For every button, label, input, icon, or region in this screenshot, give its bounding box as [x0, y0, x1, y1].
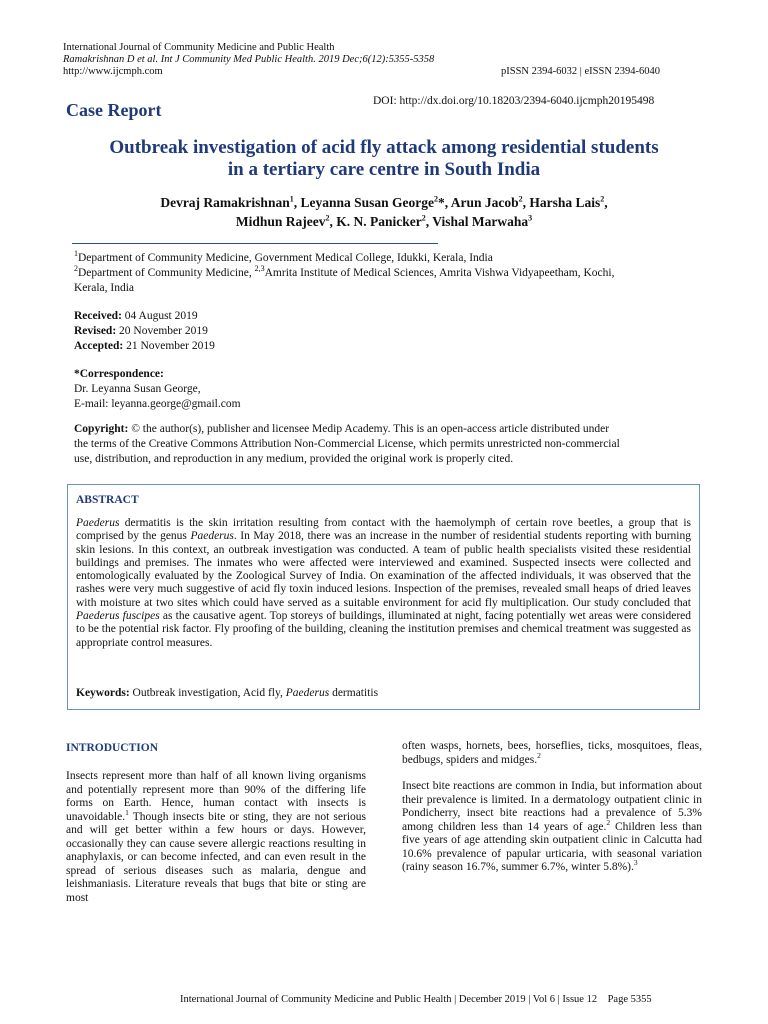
article-type: Case Report [66, 100, 162, 120]
affiliations: $^1$Department of Community Medicine, Government Medical College, Idukki, Kerala, India $^2$Department of Community Medicine, $^{2,3}$Amrita Institute of Medical Sciences, Amrita Vishwa Vidyapeetham, Kochi, Kerala, India [74, 249, 615, 294]
paragraph: Insects represent more than half of all known living organisms and potentially represent more than 90% of the differing life forms on Earth. Hence, human contact with insects is unavoidable.$^1$ Though insects bite or sting, they are not serious and will get better within a few hours or days. However, occasionally they can cause severe allergic reactions resulting in anaphylaxis, or can become infected, and can even result in the spread of serious diseases such as malaria, dengue and leishmaniasis. Literature reveals that bugs that bite or sting are most [66, 770, 366, 904]
abstract-text: Paederus dermatitis is the skin irritation resulting from contact with the haemolymph of certain rove beetles, a group that is comprised by the genus Paederus. In May 2018, there was an increase in the number of residential students reporting with burning skin lesions. In this context, an outbreak investigation was conducted. A team of public health specialists visited these residential buildings and premises. The inmates who were affected were interviewed and examined. Suspected insects were collected and entomologically evaluated by the Zoological Survey of India. On examination of the affected individuals, it was observed that the rashes were very much suggestive of acid fly toxin induced lesions. Inspection of the premises, revealed small heaps of dried leaves with moisture at two sites which could have served as a suitable environment for acid fly multiplication. Our study concluded that Paederus fuscipes as the causative agent. Top storeys of buildings, illuminated at night, facing potentially wet areas were considered to be the potential risk factor. Fly proofing of the building, cleaning the institution premises and chemical treatment was suggested as appropriate control measures. [76, 517, 692, 649]
article-dates: Received: 04 August 2019 Revised: 20 November 2019 Accepted: 21 November 2019 [74, 310, 215, 352]
column-left [66, 770, 366, 905]
issn: pISSN 2394-6032 | eISSN 2394-6040 [501, 66, 661, 77]
author: Harsha Lais [529, 195, 601, 210]
paragraph: often wasps, hornets, bees, horseflies, ticks, mosquitoes, fleas, bedbugs, spiders and midges.$^2$ [402, 740, 702, 766]
paragraph: Insect bite reactions are common in India, but information about their prevalence is limited. In a dermatology outpatient clinic in Pondicherry, insect bite reactions had a prevalence of 5.3% among children less than 14 years of age.$^2$ Children less than five years of age attending skin outpatient clinic in Calcutta had 10.6% prevalence of papular urticaria, with seasonal variation (rainy season 16.7%, summer 6.7%, winter 5.8%).$^3$ [402, 780, 702, 873]
correspondence-email[interactable]: E-mail: leyanna.george@gmail.com [74, 398, 241, 410]
divider [72, 243, 438, 244]
author: Midhun Rajeev [235, 214, 326, 229]
author-list: Devraj Ramakrishnan$^1$, Leyanna Susan George$^2$*, Arun Jacob$^2$, Harsha Lais$^2$, Midhun Rajeev$^2$, K. N. Panicker$^2$, Vishal Marwaha$^3$ [160, 194, 608, 229]
article-title: Outbreak investigation of acid fly attack among residential students in a tertiary care centre in South India [109, 137, 659, 180]
author: Leyanna Susan George [300, 195, 434, 210]
journal-url[interactable]: http://www.ijcmph.com [63, 66, 163, 77]
abstract-heading: ABSTRACT [76, 494, 139, 506]
copyright-notice: Copyright: © the author(s), publisher and licensee Medip Academy. This is an open-access article distributed under the terms of the Creative Commons Attribution Non-Commercial License, which permits unrestricted non-commercial use, distribution, and reproduction in any medium, provided the original work is properly cited. [74, 423, 620, 465]
author: Vishal Marwaha [432, 214, 529, 229]
abstract-box [67, 484, 700, 710]
citation: Ramakrishnan D et al. Int J Community Med Public Health. 2019 Dec;6(12):5355-5358 [63, 54, 435, 65]
correspondence: *Correspondence: Dr. Leyanna Susan George, E-mail: leyanna.george@gmail.com [74, 367, 694, 412]
doi-link[interactable]: DOI: http://dx.doi.org/10.18203/2394-6040.ijcmph20195498 [373, 95, 655, 107]
section-heading-introduction: INTRODUCTION [66, 742, 159, 754]
author: Arun Jacob [450, 195, 519, 210]
column-right [402, 740, 702, 875]
author: Devraj Ramakrishnan [160, 195, 290, 210]
author: K. N. Panicker [336, 214, 422, 229]
journal-name: International Journal of Community Medicine and Public Health [63, 42, 335, 53]
page-footer: International Journal of Community Medicine and Public Health | December 2019 | Vol 6 | Issue 12 Page 5355 [180, 994, 652, 1005]
keywords: Keywords: Outbreak investigation, Acid fly, Paederus dermatitis [76, 687, 379, 699]
